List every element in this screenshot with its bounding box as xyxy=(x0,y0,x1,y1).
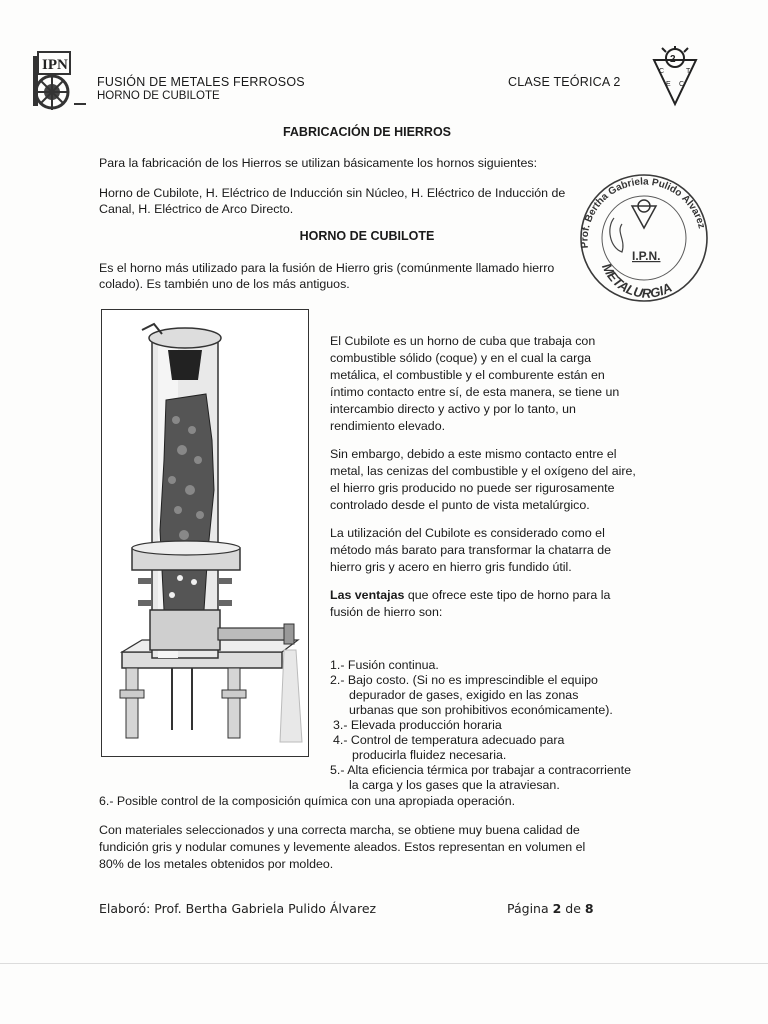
paragraph-cubilote-control: Sin embargo, debido a este mismo contacto entre el metal, las cenizas del combustible y el oxígeno del aire, el hierro gris producido no puede ser rigurosamente controlado desde el punto de vista metalúrgico. xyxy=(330,447,636,512)
advantage-6: 6.- Posible control de la composición química con una apropiada operación. xyxy=(99,794,516,808)
footer-author: Elaboró: Prof. Bertha Gabriela Pulido Álvarez xyxy=(99,901,377,916)
paragraph-cubilote-definition: El Cubilote es un horno de cuba que trabaja con combustible sólido (coque) y en el cual la carga metálica, el combustible y el comburente están en íntimo contacto entre sí, de esta manera, se tiene un intercambio directo y activo y por lo tanto, un rendimiento elevado. xyxy=(330,334,620,433)
advantage-2-line1: 2.- Bajo costo. (Si no es imprescindible el equipo xyxy=(330,673,598,687)
svg-text:E: E xyxy=(666,81,671,88)
svg-text:2: 2 xyxy=(670,54,676,65)
ipn-logo xyxy=(30,48,88,118)
advantage-1: 1.- Fusión continua. xyxy=(330,658,439,672)
page-mid: de xyxy=(561,901,585,916)
document-subtitle: HORNO DE CUBILOTE xyxy=(97,90,220,102)
page-bottom-divider xyxy=(0,963,768,964)
advantage-2-line3: urbanas que son prohibitivos económicamente). xyxy=(349,703,613,717)
advantage-5-line2: la carga y los gases que la atraviesan. xyxy=(349,778,560,792)
paragraph-furnaces-line2: Canal, H. Eléctrico de Arco Directo. xyxy=(99,202,294,216)
advantages-bold-label: Las ventajas xyxy=(330,588,405,602)
paragraph-intro: Para la fabricación de los Hierros se utilizan básicamente los hornos siguientes: xyxy=(99,156,538,170)
page-current: 2 xyxy=(552,901,562,916)
svg-text:C: C xyxy=(679,81,685,88)
page-total: 8 xyxy=(584,901,594,916)
paragraph-advantages-intro xyxy=(330,587,636,621)
closing-line2: fundición gris y nodular comunes y levemente aleados. Estos representan en volumen el xyxy=(99,840,586,854)
advantage-4-line1: 4.- Control de temperatura adecuado para xyxy=(333,733,565,747)
svg-text:IPN: IPN xyxy=(42,57,68,73)
cect-logo xyxy=(650,46,700,108)
cupola-furnace-illustration xyxy=(101,309,309,757)
closing-line1: Con materiales seleccionados y una correcta marcha, se obtiene muy buena calidad de xyxy=(99,823,580,837)
paragraph-cubilote-cost: La utilización del Cubilote es considerado como el método más barato para transformar la chatarra de hierro gris y acero en hierro gris fundido útil. xyxy=(330,526,611,574)
official-stamp xyxy=(566,168,716,304)
document-title: FUSIÓN DE METALES FERROSOS xyxy=(97,75,305,89)
paragraph-cubilote-intro-line1: Es el horno más utilizado para la fusión de Hierro gris (comúnmente llamado hierro xyxy=(99,261,555,275)
stamp-center-text: I.P.N. xyxy=(632,249,661,263)
footer-page-number xyxy=(507,901,594,916)
page-prefix: Página xyxy=(507,901,553,916)
advantage-5-line1: 5.- Alta eficiencia térmica por trabajar a contracorriente xyxy=(330,763,631,777)
right-column xyxy=(330,333,636,632)
advantage-2-line2: depurador de gases, exigido en las zonas xyxy=(349,688,579,702)
advantage-3: 3.- Elevada producción horaria xyxy=(333,718,502,732)
paragraph-furnaces-line1: Horno de Cubilote, H. Eléctrico de Inducción sin Núcleo, H. Eléctrico de Inducción de xyxy=(99,186,566,200)
svg-text:T: T xyxy=(686,68,691,75)
stamp-bottom-text: METALURGIA xyxy=(599,260,675,301)
section-heading-cubilote: HORNO DE CUBILOTE xyxy=(299,229,435,243)
section-heading-fabricacion: FABRICACIÓN DE HIERROS xyxy=(282,125,452,139)
class-label: CLASE TEÓRICA 2 xyxy=(508,75,621,89)
paragraph-cubilote-intro-line2: colado). Es también uno de los más antiguos. xyxy=(99,277,350,291)
svg-text:C: C xyxy=(659,68,665,75)
closing-line3: 80% de los metales obtenidos por moldeo. xyxy=(99,857,334,871)
advantage-4-line2: producirla fluidez necesaria. xyxy=(352,748,507,762)
stamp-top-text: Prof. Bertha Gabriela Pulido Álvarez xyxy=(579,176,707,249)
svg-text:METALURGIA xyxy=(599,261,674,301)
advantages-intro-rest: que ofrece este tipo de horno para la fusión de hierro son: xyxy=(330,588,611,619)
